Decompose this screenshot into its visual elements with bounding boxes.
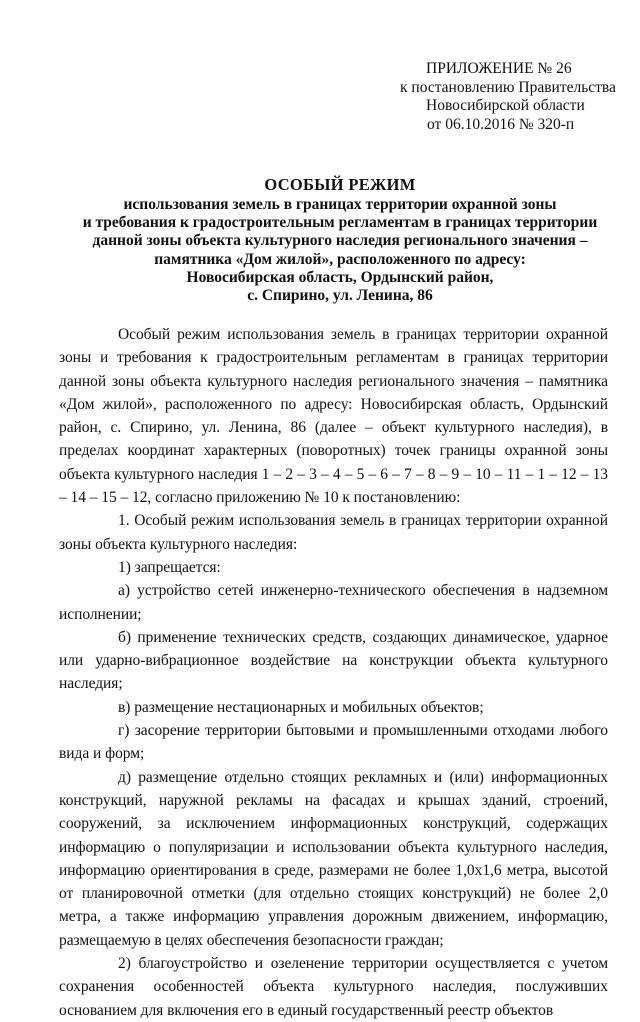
title-heading: ОСОБЫЙ РЕЖИМ xyxy=(264,175,416,194)
title-line: данной зоны объекта культурного наследия регионального значения – xyxy=(92,232,588,250)
body-paragraph: а) устройство сетей инженерно-технического обеспечения в надземном исполнении; xyxy=(59,582,608,623)
appendix-region: Новосибирской области xyxy=(426,97,585,114)
body-paragraph: г) засорение территории бытовыми и промышленными отходами любого вида и форм; xyxy=(59,722,608,763)
title-line: и требования к градостроительным регламентам в границах территории xyxy=(82,214,598,232)
title-line: с. Спирино, ул. Ленина, 86 xyxy=(247,287,433,305)
body-paragraph: 2) благоустройство и озеленение территории осуществляется с учетом сохранения особенностей объекта культурного наследия, послуживших основанием для включения его в единый государственный реестр объектов xyxy=(59,955,608,1019)
title-line: памятника «Дом жилой», расположенного по адресу: xyxy=(154,250,526,268)
body-paragraph: б) применение технических средств, создающих динамическое, ударное или ударно-вибрационное воздействие на конструкции объекта культурного наследия; xyxy=(59,628,608,693)
body-paragraph: 1) запрещается: xyxy=(118,558,221,576)
title-line: Новосибирская область, Ордынский район, xyxy=(186,268,494,286)
body-paragraph: Особый режим использования земель в границах территории охранной зоны и требования к градостроительным регламентам в границах территории данной зоны объекта культурного наследия регионального значения – памятника «Дом жилой», расположенного по адресу: Новосибирская область, Ордынский район, с. Спирино, ул. Ленина, 86 (далее – объект культурного наследия), в пределах координат характерных (поворотных) точек границы охранной зоны объекта культурного наследия 1 – 2 – 3 – 4 – 5 – 6 – 7 – 8 – 9 – 10 – 11 – 1 – 12 – 13 – 14 – 15 – 12, согласно приложению № 10 к постановлению: xyxy=(59,326,608,507)
title-line: использования земель в границах территории охранной зоны xyxy=(123,196,557,213)
appendix-date: от 06.10.2016 № 320-п xyxy=(427,115,575,133)
appendix-number: ПРИЛОЖЕНИЕ № 26 xyxy=(426,60,572,77)
body-paragraph: д) размещение отдельно стоящих рекламных и (или) информационных конструкций, наружной рекламы на фасадах и крышах зданий, строений, сооружений, за исключением информационных конструкций, содержащих информацию о популяризации и использовании объекта культурного наследия, информацию ориентирования в среде, размерами не более 1,0х1,6 метра, высотой от планировочной отметки (для отдельно стоящих конструкций) не более 2,0 метра, а также информацию управления дорожным движением, информацию, размещаемую в целях обеспечения безопасности граждан; xyxy=(59,768,608,949)
body-paragraph: в) размещение нестационарных и мобильных объектов; xyxy=(118,698,484,716)
document-body xyxy=(59,323,608,1022)
appendix-header xyxy=(400,60,620,134)
appendix-decree-ref: к постановлению Правительства xyxy=(400,78,616,96)
document-title xyxy=(60,174,620,305)
body-paragraph: 1. Особый режим использования земель в границах территории охранной зоны объекта культурного наследия: xyxy=(59,512,608,553)
